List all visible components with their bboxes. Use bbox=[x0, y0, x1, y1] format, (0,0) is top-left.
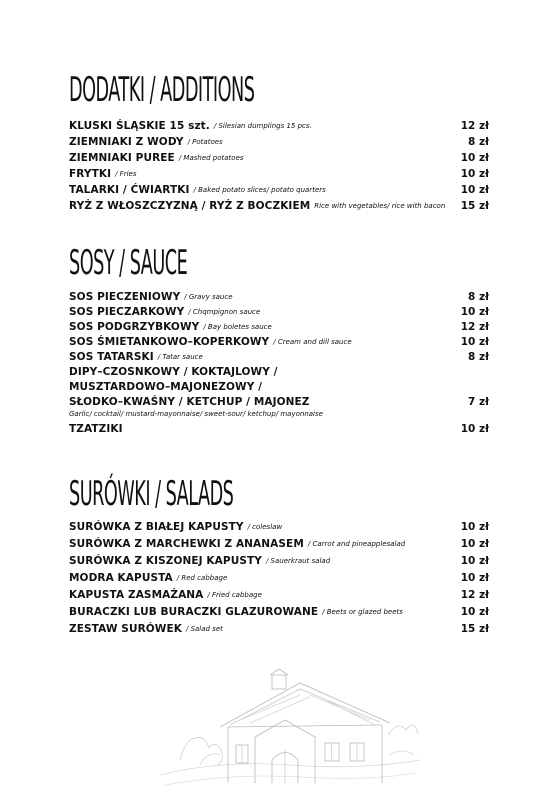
additions-section bbox=[69, 70, 489, 214]
menu-item: FRYTKI / Fries 10 zł bbox=[69, 168, 489, 180]
building-illustration bbox=[160, 665, 420, 793]
menu-item: ZIEMNIAKI Z WODY / Potatoes 8 zł bbox=[69, 136, 489, 148]
menu-item: SURÓWKA Z BIAŁEJ KAPUSTY / coleslaw 10 zł bbox=[69, 520, 489, 533]
menu-item: SURÓWKA Z MARCHEWKI Z ANANASEM / Carrot and pineapplesalad 10 zł bbox=[69, 537, 489, 550]
salads-section bbox=[69, 474, 489, 637]
section-heading: SOSY / SAUCE bbox=[69, 243, 188, 283]
menu-item: RYŻ Z WŁOSZCZYZNĄ / RYŻ Z BOCZKIEM Rice with vegetables/ rice with bacon 15 zł bbox=[69, 200, 489, 212]
menu-item: BURACZKI LUB BURACZKI GLAZUROWANE / Beets or glazed beets 10 zł bbox=[69, 605, 489, 618]
section-heading: SURÓWKI / SALADS bbox=[69, 474, 234, 514]
sauce-section bbox=[69, 243, 489, 437]
menu-item: MODRA KAPUSTA / Red cabbage 10 zł bbox=[69, 571, 489, 584]
menu-item: SOS PIECZARKOWY / Chqmpignon sauce 10 zł bbox=[69, 305, 489, 318]
menu-item: SURÓWKA Z KISZONEJ KAPUSTY / Sauerkraut salad 10 zł bbox=[69, 554, 489, 567]
menu-item: TALARKI / ĆWIARTKI / Baked potato slices/ potato quarters 10 zł bbox=[69, 184, 489, 196]
menu-item: SOS PIECZENIOWY / Gravy sauce 8 zł bbox=[69, 290, 489, 303]
menu-item: SOS TATARSKI / Tatar sauce 8 zł bbox=[69, 350, 489, 363]
dips-translation: Garlic/ cocktail/ mustard-mayonnaise/ sweet-sour/ ketchup/ mayonnaise bbox=[69, 410, 323, 418]
dips-line-3: SŁODKO–KWAŚNY / KETCHUP / MAJONEZ 7 zł bbox=[69, 395, 489, 408]
menu-item: SOS PODGRZYBKOWY / Bay boletes sauce 12 zł bbox=[69, 320, 489, 333]
menu-item: SOS ŚMIETANKOWO–KOPERKOWY / Cream and dill sauce 10 zł bbox=[69, 335, 489, 348]
menu-item: KAPUSTA ZASMAŻANA / Fried cabbage 12 zł bbox=[69, 588, 489, 601]
menu-item: TZATZIKI 10 zł bbox=[69, 423, 489, 435]
dips-line-1: DIPY–CZOSNKOWY / KOKTAJLOWY / bbox=[69, 365, 278, 378]
section-heading: DODATKI / ADDITIONS bbox=[69, 70, 255, 110]
menu-item: KLUSKI ŚLĄSKIE 15 szt. / Silesian dumplings 15 pcs. 12 zł bbox=[69, 120, 489, 132]
menu-item: ZIEMNIAKI PUREE / Mashed potatoes 10 zł bbox=[69, 152, 489, 164]
dips-line-2: MUSZTARDOWO–MAJONEZOWY / bbox=[69, 380, 263, 393]
menu-item: ZESTAW SURÓWEK / Salad set 15 zł bbox=[69, 622, 489, 635]
